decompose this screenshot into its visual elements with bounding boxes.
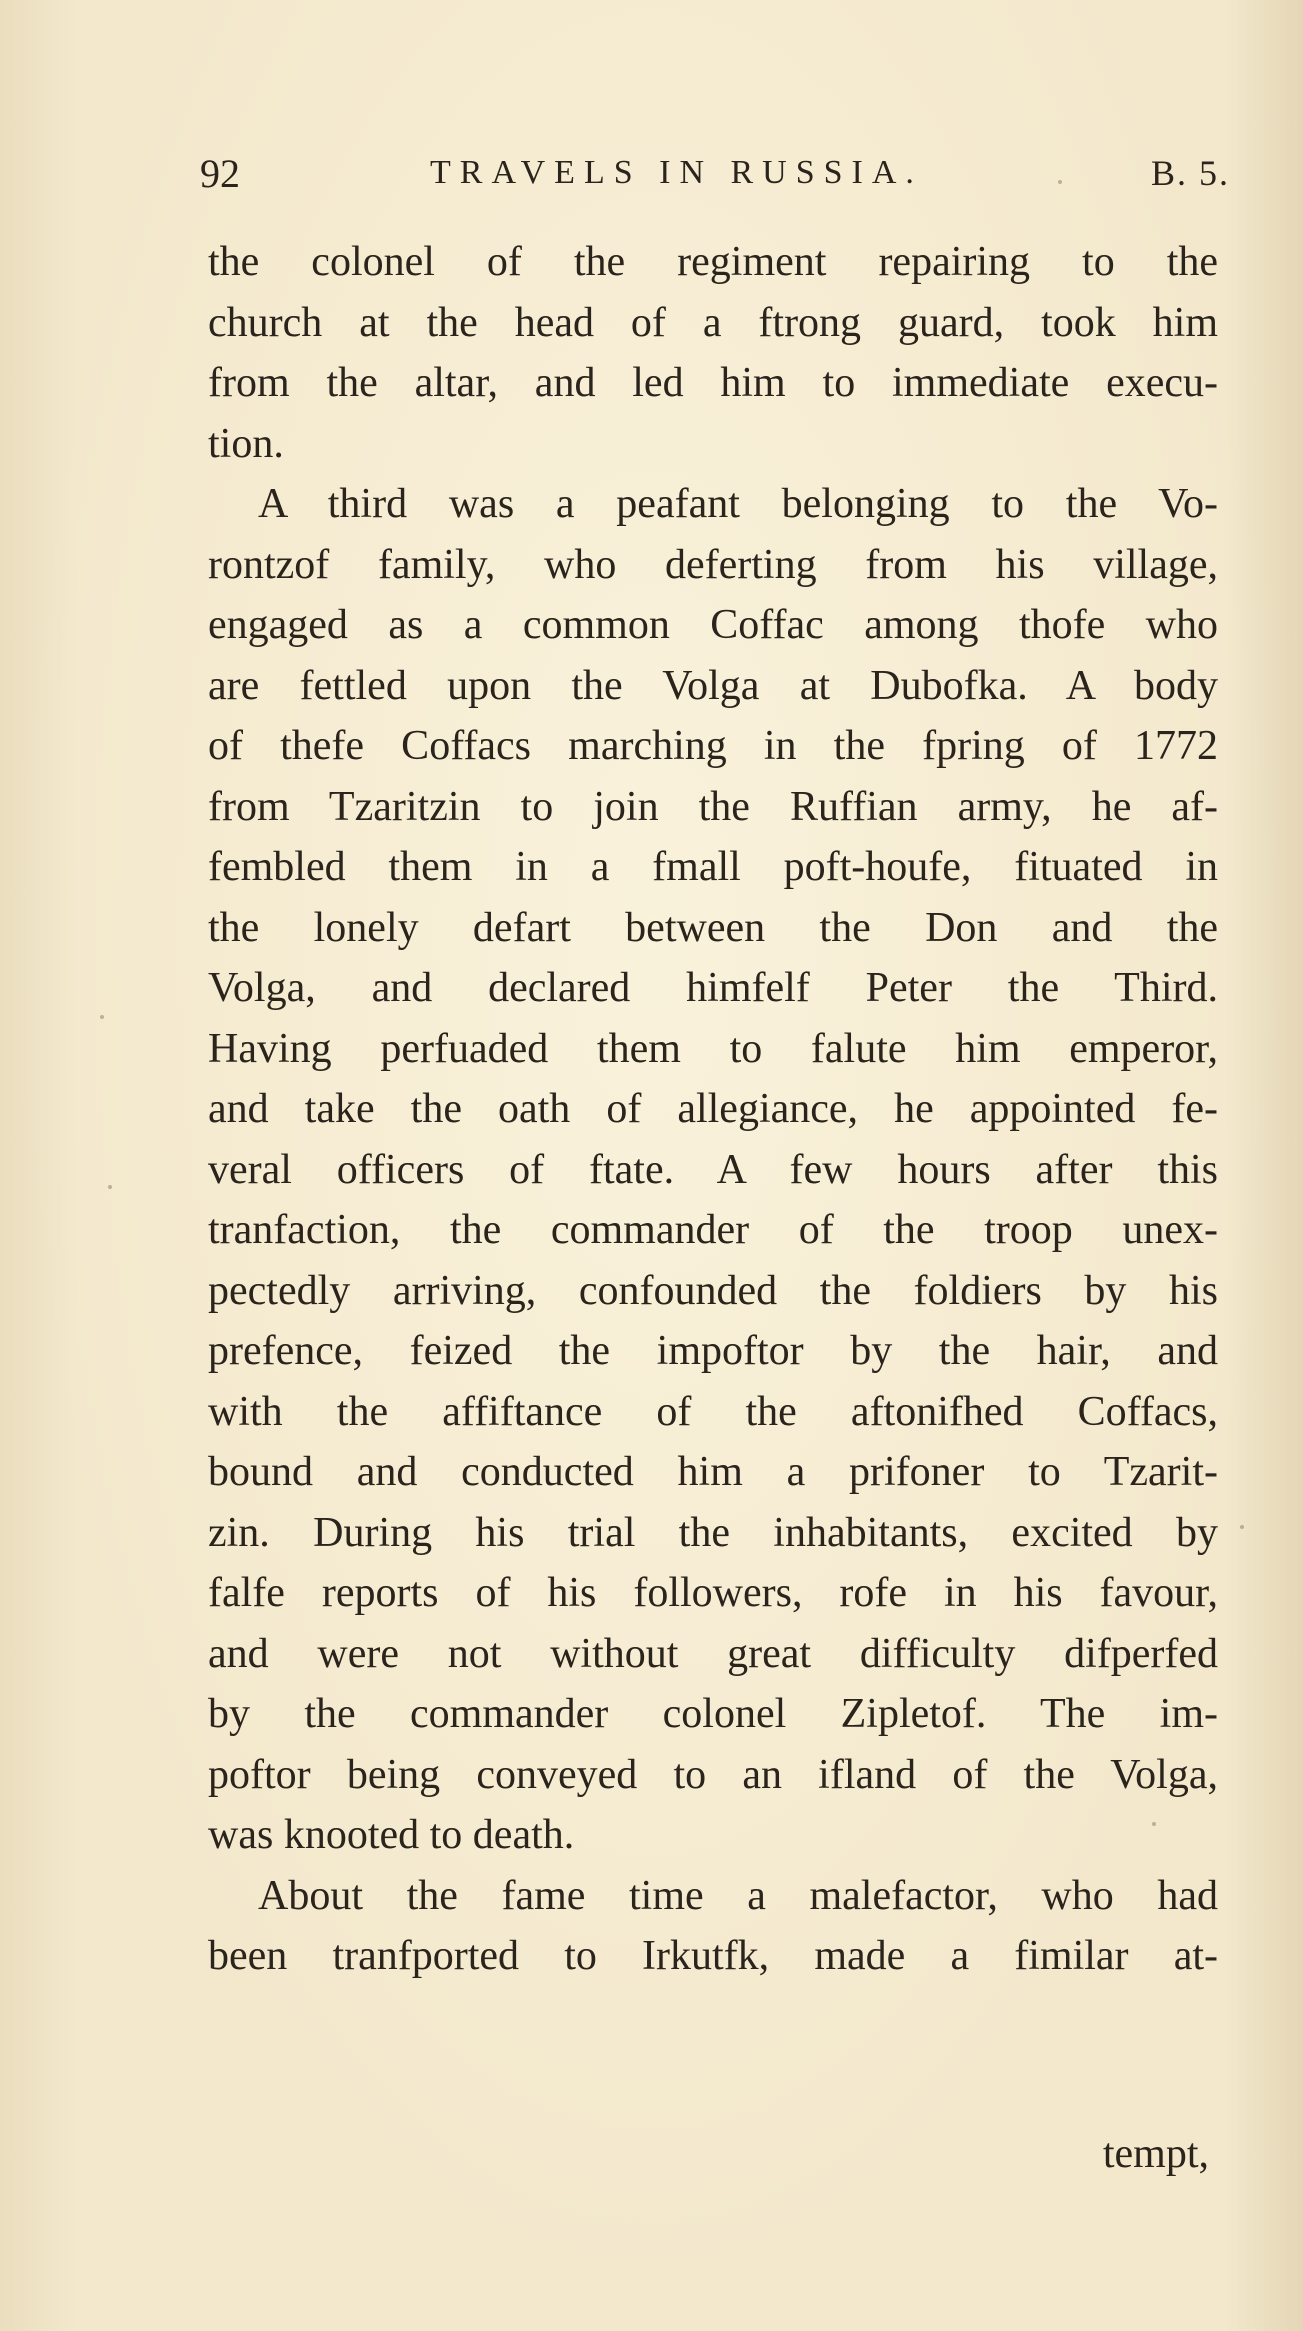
text-line: zin. During his trial the inhabitants, excited by bbox=[208, 1509, 1218, 1556]
text-line: pectedly arriving, confounded the foldiers by his bbox=[208, 1267, 1218, 1314]
text-line: Volga, and declared himfelf Peter the Third. bbox=[208, 965, 1218, 1011]
text-line: veral officers of ftate. A few hours after this bbox=[208, 1146, 1218, 1193]
text-line: are fettled upon the Volga at Dubofka. A body bbox=[208, 662, 1218, 709]
paper-speck bbox=[1058, 180, 1062, 184]
text-line: fembled them in a fmall poft-houfe, fituated in bbox=[208, 844, 1218, 890]
text-line: falfe reports of his followers, rofe in his favour, bbox=[208, 1570, 1218, 1616]
text-line: tranfaction, the commander of the troop unex- bbox=[208, 1207, 1218, 1253]
text-line: rontzof family, who deferting from his village, bbox=[208, 541, 1218, 588]
paper-speck bbox=[1152, 1822, 1156, 1826]
text-line: tion. bbox=[208, 420, 284, 467]
text-line: and take the oath of allegiance, he appointed fe- bbox=[208, 1086, 1218, 1132]
text-line: Having perfuaded them to falute him emperor, bbox=[208, 1025, 1218, 1072]
text-line: and were not without great difficulty difperfed bbox=[208, 1630, 1218, 1677]
text-line: prefence, feized the impoftor by the hair, and bbox=[208, 1328, 1218, 1374]
page-number: 92 bbox=[200, 151, 240, 196]
text-line: About the fame time a malefactor, who had bbox=[258, 1872, 1218, 1919]
text-line: A third was a peafant belonging to the Vo- bbox=[258, 481, 1218, 527]
text-line: poftor being conveyed to an ifland of the Volga, bbox=[208, 1751, 1218, 1798]
text-line: with the affiftance of the aftonifhed Coffacs, bbox=[208, 1388, 1218, 1435]
body-text bbox=[208, 232, 1218, 1987]
catchword: tempt, bbox=[1102, 2131, 1209, 2177]
text-line: the colonel of the regiment repairing to the bbox=[208, 239, 1218, 285]
paper-speck bbox=[100, 1015, 104, 1019]
text-line: church at the head of a ftrong guard, took him bbox=[208, 299, 1218, 346]
running-title: TRAVELS IN RUSSIA. bbox=[430, 154, 923, 191]
paper-speck bbox=[1240, 1525, 1244, 1529]
text-line: the lonely defart between the Don and the bbox=[208, 904, 1218, 951]
text-line: was knooted to death. bbox=[208, 1812, 575, 1858]
text-line: of thefe Coffacs marching in the fpring of 1772 bbox=[208, 723, 1218, 769]
text-line: engaged as a common Coffac among thofe who bbox=[208, 602, 1218, 648]
text-line: been tranfported to Irkutfk, made a fimilar at- bbox=[208, 1933, 1218, 1979]
text-line: from the altar, and led him to immediate execu- bbox=[208, 360, 1218, 406]
text-line: from Tzaritzin to join the Ruffian army, he af- bbox=[208, 783, 1218, 830]
text-line: by the commander colonel Zipletof. The im- bbox=[208, 1691, 1218, 1737]
paper-speck bbox=[108, 1185, 112, 1189]
book-reference: B. 5. bbox=[1150, 153, 1230, 193]
running-head bbox=[200, 150, 1230, 200]
text-line: bound and conducted him a prifoner to Tzarit- bbox=[208, 1449, 1218, 1495]
